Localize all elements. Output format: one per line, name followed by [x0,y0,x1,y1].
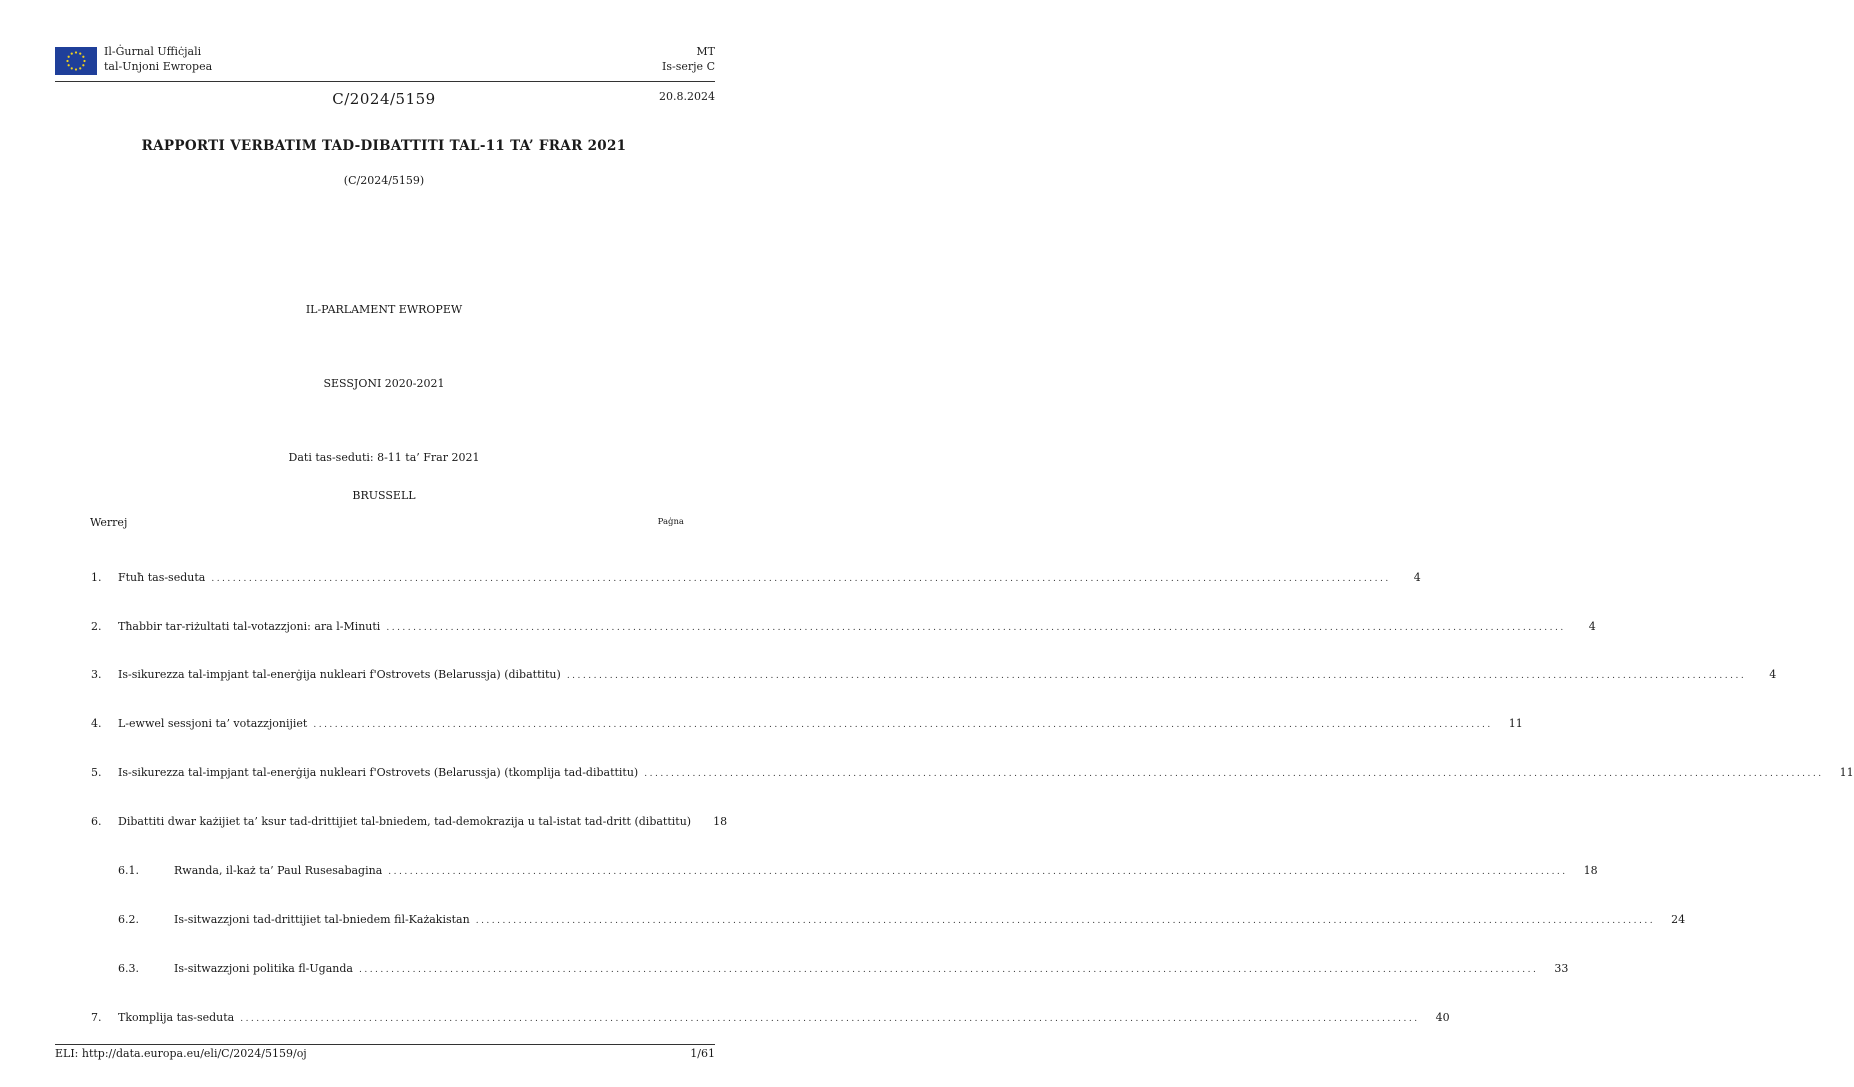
toc-item-title: Rwanda, il-każ ta’ Paul Rusesabagina [174,864,383,877]
eu-star-icon [79,67,81,69]
toc-leader-dots: ............................................................................................................................................................................................................................ [388,867,1568,877]
toc-item-number: 6. [91,815,102,828]
toc-leader-dots: ............................................................................................................................................................................................................................ [358,965,1539,975]
toc-item-page: 24 [1671,913,1686,926]
toc-item-page: 4 [1769,668,1777,681]
publication-date: 20.8.2024 [659,90,715,103]
institution-name: IL-PARLAMENT EWROPEW [305,303,463,316]
eu-star-icon [71,53,73,55]
toc-item-title: L-ewwel sessjoni ta’ votazzjonijiet [118,717,308,730]
toc-item-title: Dibattiti dwar każijiet ta’ ksur tad-drittijiet tal-bniedem, tad-demokrazija u tal-istat tad-dritt (dibattitu) [118,815,692,828]
toc-item-6-1[interactable] [118,864,1598,880]
eu-star-icon [66,60,68,62]
journal-name-line2: tal-Unjoni Ewropea [104,60,213,73]
eu-flag-logo [55,47,97,75]
page-counter: 1/61 [690,1047,715,1060]
eu-star-icon [82,64,84,66]
header-divider [55,81,715,82]
toc-item-title: Is-sitwazzjoni tad-drittijiet tal-bniedem fil-Każakistan [174,913,470,926]
toc-item-page: 40 [1435,1011,1450,1024]
toc-item-number: 3. [91,668,102,681]
toc-item-page: 4 [1413,571,1421,584]
toc-item-page: 4 [1588,620,1596,633]
toc-item-title: Is-sikurezza tal-impjant tal-enerġija nukleari f'Ostrovets (Belarussja) (dibattitu) [118,668,561,681]
toc-item-page: 33 [1554,962,1569,975]
toc-item-number: 1. [91,571,102,584]
toc-leader-dots: ............................................................................................................................................................................................................................ [211,574,1391,584]
toc-item-page: 11 [1839,766,1854,779]
toc-item-7[interactable] [91,1011,1450,1027]
toc-item-number: 2. [91,620,102,633]
toc-item-title: Tħabbir tar-riżultati tal-votazzjoni: ara l-Minuti [118,620,381,633]
session-label: SESSJONI 2020-2021 [323,377,445,390]
toc-item-6[interactable] [91,815,728,831]
eu-star-icon [75,51,77,53]
toc-item-title: Is-sitwazzjoni politika fl-Uganda [174,962,353,975]
toc-item-2[interactable] [91,620,1596,636]
eu-star-icon [83,60,85,62]
eu-star-icon [68,64,70,66]
eu-star-icon [82,56,84,58]
toc-item-page: 18 [1583,864,1598,877]
place-label: BRUSSELL [352,489,416,502]
eu-star-icon [75,68,77,70]
sitting-dates: Dati tas-seduti: 8-11 ta’ Frar 2021 [288,451,480,464]
toc-item-number: 4. [91,717,102,730]
toc-leader-dots: ............................................................................................................................................................................................................................ [386,623,1566,633]
toc-leader-dots: ............................................................................................................................................................................................................................ [475,916,1656,926]
series-label: Is-serje C [662,60,715,73]
toc-item-4[interactable] [91,717,1523,733]
eli-link[interactable]: ELI: http://data.europa.eu/eli/C/2024/5159/oj [55,1047,307,1060]
toc-item-6-3[interactable] [118,962,1569,978]
toc-item-3[interactable] [91,668,1777,684]
toc-item-6-2[interactable] [118,913,1686,929]
toc-leader-dots: ............................................................................................................................................................................................................................ [240,1014,1420,1024]
eu-star-icon [71,67,73,69]
toc-item-5[interactable] [91,766,1854,782]
toc-item-number: 6.2. [118,913,139,926]
toc-leader-dots: ............................................................................................................................................................................................................................ [313,720,1493,730]
toc-leader-dots: ............................................................................................................................................................................................................................ [566,671,1747,681]
toc-item-title: Is-sikurezza tal-impjant tal-enerġija nukleari f'Ostrovets (Belarussja) (tkomplija tad-dibattitu) [118,766,639,779]
eu-star-icon [79,53,81,55]
toc-item-number: 5. [91,766,102,779]
document-title: RAPPORTI VERBATIM TAD-DIBATTITI TAL-11 TA’ FRAR 2021 [141,138,627,154]
eu-star-icon [68,56,70,58]
toc-item-page: 18 [713,815,728,828]
toc-item-title: Tkomplija tas-seduta [118,1011,235,1024]
document-number: C/2024/5159 [332,90,436,108]
toc-leader-dots: ............................................................................................................................................................................................................................ [644,769,1824,779]
document-subtitle: (C/2024/5159) [343,174,425,187]
footer-divider [55,1044,715,1045]
toc-item-number: 7. [91,1011,102,1024]
toc-item-number: 6.3. [118,962,139,975]
toc-item-page: 11 [1508,717,1523,730]
toc-item-1[interactable] [91,571,1421,587]
toc-item-title: Ftuħ tas-seduta [118,571,206,584]
journal-name-line1: Il-Ġurnal Uffiċjali [104,45,202,58]
language-code: MT [696,45,715,58]
toc-heading: Werrej [90,516,128,529]
toc-page-column-label: Paġna [657,517,684,527]
toc-item-number: 6.1. [118,864,139,877]
